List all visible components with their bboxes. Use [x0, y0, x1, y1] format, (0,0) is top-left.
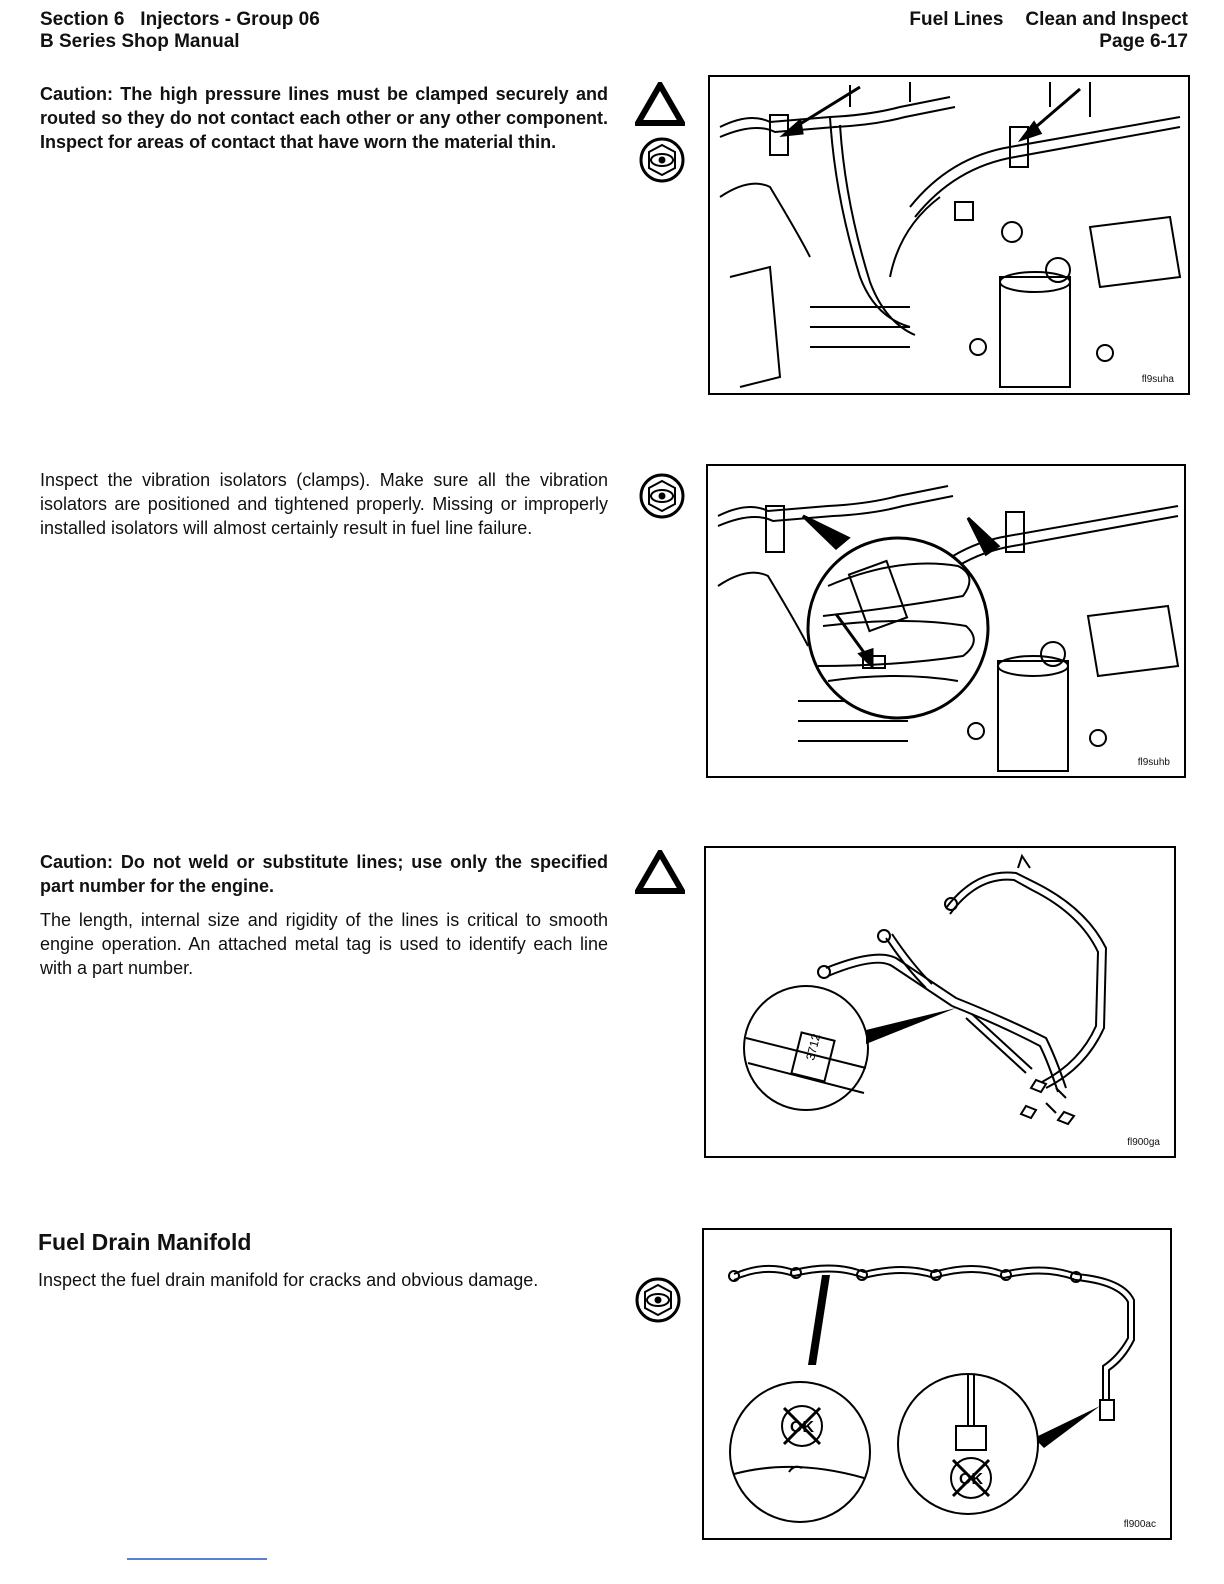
manual-title: B Series Shop Manual	[40, 31, 240, 52]
drain-manifold-text	[38, 1268, 606, 1302]
not-ok-label: OK	[959, 1471, 983, 1488]
figure-fuel-lines-tag	[704, 846, 1176, 1158]
part-number-tag-label: 3712	[803, 1032, 824, 1062]
drain-manifold-paragraph: Inspect the fuel drain manifold for cracks and obvious damage.	[38, 1270, 539, 1290]
figure-high-pressure-lines	[708, 75, 1190, 395]
caution-clamping-text	[40, 82, 608, 164]
figure-id-label: fl9suhb	[1137, 757, 1170, 768]
section-title: Section 6 Injectors - Group 06	[40, 9, 320, 30]
line-specs-paragraph: The length, internal size and rigidity of the lines is critical to smooth engine operation. An attached metal tag is used to identify each line with a part number.	[40, 910, 608, 978]
page-header-left	[40, 9, 320, 53]
page-number: Page 6-17	[1099, 31, 1188, 52]
substitute-lines-text	[40, 850, 608, 990]
isolator-paragraph: Inspect the vibration isolators (clamps). Make sure all the vibration isolators are positioned and tightened properly. Missing or improperly installed isolators will almost certainly result in fuel line failure.	[40, 470, 608, 538]
topic-title: Fuel Lines	[909, 9, 1004, 30]
not-ok-label: OK	[790, 1419, 814, 1436]
warning-triangle-icon	[635, 850, 685, 899]
figure-vibration-isolators	[706, 464, 1186, 778]
footer-rule	[127, 1558, 267, 1560]
caution-paragraph: Caution: The high pressure lines must be clamped securely and routed so they do not contact each other or any other component. Inspect for areas of contact that have worn the material thin.	[40, 84, 608, 152]
eye-inspect-icon	[638, 136, 686, 189]
procedure-title: Clean and Inspect	[1025, 9, 1188, 30]
figure-id-label: fl900ga	[1127, 1137, 1160, 1148]
eye-inspect-icon	[638, 472, 686, 525]
page-header-right	[909, 9, 1188, 53]
section-heading: Fuel Drain Manifold	[38, 1229, 252, 1255]
caution-paragraph: Caution: Do not weld or substitute lines; use only the specified part number for the engine.	[40, 852, 608, 896]
warning-triangle-icon	[635, 82, 685, 131]
figure-drain-manifold	[702, 1228, 1172, 1540]
figure-id-label: fl900ac	[1123, 1519, 1156, 1530]
figure-id-label: fl9suha	[1141, 374, 1174, 385]
isolator-inspection-text	[40, 468, 608, 550]
eye-inspect-icon	[634, 1276, 682, 1329]
